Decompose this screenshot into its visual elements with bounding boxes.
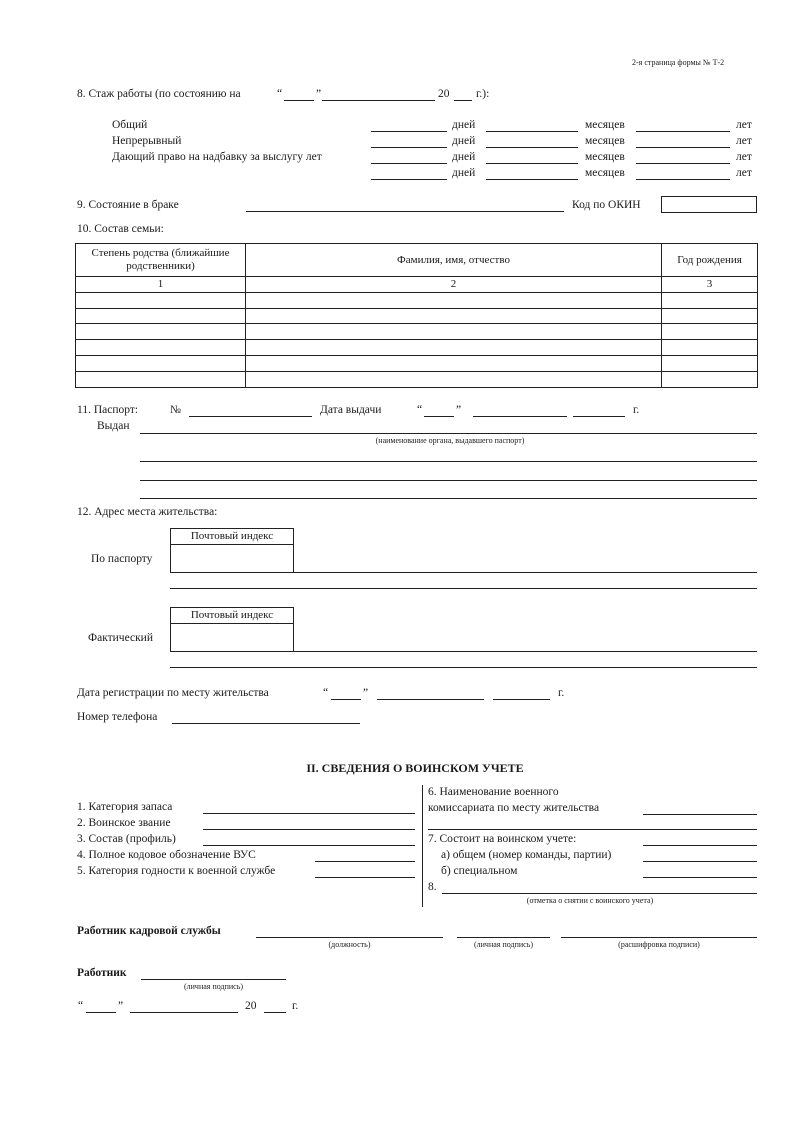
days-field[interactable] [371,163,447,164]
marital-status-label: 9. Состояние в браке [77,199,179,211]
year-suffix: г. [292,1000,299,1012]
year-field[interactable] [454,100,472,101]
issued-by-caption: (наименование органа, выдавшего паспорт) [375,436,525,445]
months-field[interactable] [486,179,578,180]
okin-code-label: Код по ОКИН [572,199,641,211]
family-table [75,243,758,388]
fullname-cell[interactable] [246,371,662,387]
commissariat-line[interactable] [428,829,757,830]
issued-by-line[interactable] [140,461,757,462]
years-unit: лет [736,119,752,131]
table-row [76,292,758,308]
worker-signature-field[interactable] [141,979,286,980]
days-unit: дней [452,135,476,147]
table-row [76,371,758,387]
registration-month-field[interactable] [377,699,484,700]
table-row [76,355,758,371]
fitness-category-field[interactable] [315,877,415,878]
column-number: 1 [76,277,246,293]
vus-code-field[interactable] [315,861,415,862]
hr-signature-caption: (личная подпись) [473,940,534,949]
birth-year-cell[interactable] [662,308,758,324]
hr-position-caption: (должность) [328,940,371,949]
days-unit: дней [452,119,476,131]
quote-close: ” [456,404,462,416]
special-registration-field[interactable] [643,877,757,878]
passport-address-line[interactable] [170,588,757,589]
months-unit: месяцев [585,151,625,163]
column-divider [422,785,423,907]
experience-row-label: Общий [112,119,148,131]
sign-month-field[interactable] [130,1012,238,1013]
birth-year-cell[interactable] [662,324,758,340]
years-field[interactable] [636,179,730,180]
month-field[interactable] [322,100,435,101]
sign-year-field[interactable] [264,1012,286,1013]
birth-year-cell[interactable] [662,355,758,371]
reserve-category-field[interactable] [203,813,415,814]
hr-position-field[interactable] [256,937,443,938]
general-registration-field[interactable] [643,861,757,862]
days-field[interactable] [371,147,447,148]
issue-date-label: Дата выдачи [320,404,382,416]
reserve-category-label: 1. Категория запаса [77,801,173,813]
fullname-header: Фамилия, имя, отчество [246,244,662,277]
day-field[interactable] [284,100,314,101]
table-row [76,340,758,356]
issued-by-line[interactable] [140,498,757,499]
issued-by-field[interactable] [140,433,757,434]
months-unit: месяцев [585,119,625,131]
birth-year-cell[interactable] [662,292,758,308]
military-rank-field[interactable] [203,829,415,830]
relation-cell[interactable] [76,371,246,387]
issue-day-field[interactable] [424,416,454,417]
relation-header: Степень родства (ближайшие родственники) [76,244,246,277]
fullname-cell[interactable] [246,324,662,340]
registration-day-field[interactable] [331,699,361,700]
composition-field[interactable] [203,845,415,846]
years-unit: лет [736,151,752,163]
column-number: 2 [246,277,662,293]
issue-year-field[interactable] [573,416,625,417]
address-label: 12. Адрес места жительства: [77,506,218,518]
issued-by-line[interactable] [140,480,757,481]
issue-month-field[interactable] [473,416,567,417]
registered-field[interactable] [643,845,757,846]
quote-close: ” [118,1000,124,1012]
relation-cell[interactable] [76,340,246,356]
vus-code-label: 4. Полное кодовое обозначение ВУС [77,849,256,861]
family-label: 10. Состав семьи: [77,223,164,235]
postal-code-box-passport[interactable] [170,528,294,573]
year-prefix: 20 [245,1000,257,1012]
worker-signature-caption: (личная подпись) [183,982,244,991]
passport-number-sign: № [170,404,181,416]
days-field[interactable] [371,179,447,180]
year-suffix: г.): [476,88,490,100]
commissariat-field[interactable] [643,814,757,815]
form-page-note: 2-я страница формы № Т-2 [632,58,725,67]
postal-code-label: Почтовый индекс [171,608,293,624]
year-prefix: 20 [438,88,450,100]
days-unit: дней [452,167,476,179]
passport-address-field[interactable] [170,572,757,573]
quote-open: “ [417,404,423,416]
experience-row-label: Дающий право на надбавку за выслугу лет [112,151,322,163]
experience-row-label: Непрерывный [112,135,182,147]
sign-day-field[interactable] [86,1012,116,1013]
worker-label: Работник [77,967,127,979]
military-rank-label: 2. Воинское звание [77,817,171,829]
commissariat-label-line1: 6. Наименование военного [428,786,559,798]
relation-cell[interactable] [76,324,246,340]
okin-code-box[interactable] [661,196,757,213]
months-field[interactable] [486,163,578,164]
quote-open: “ [323,687,329,699]
days-unit: дней [452,151,476,163]
hr-signature-decode-field[interactable] [561,937,757,938]
passport-label: 11. Паспорт: [77,404,139,416]
phone-label: Номер телефона [77,711,158,723]
column-number: 3 [662,277,758,293]
quote-close: ” [316,88,322,100]
years-field[interactable] [636,163,730,164]
issued-by-label: Выдан [97,420,130,432]
general-registration-label: а) общем (номер команды, партии) [441,849,612,861]
year-suffix: г. [558,687,565,699]
registration-date-label: Дата регистрации по месту жительства [77,687,269,699]
deregistration-caption: (отметка о снятии с воинского учета) [526,896,654,905]
commissariat-label-line2: комиссариата по месту жительства [428,802,600,814]
table-row [76,324,758,340]
years-field[interactable] [636,131,730,132]
quote-close: ” [363,687,369,699]
fullname-cell[interactable] [246,292,662,308]
relation-cell[interactable] [76,355,246,371]
months-unit: месяцев [585,167,625,179]
months-field[interactable] [486,131,578,132]
birth-year-cell[interactable] [662,340,758,356]
phone-field[interactable] [172,723,360,724]
birth-year-cell[interactable] [662,371,758,387]
deregistration-field[interactable] [442,893,757,894]
hr-signature-decode-caption: (расшифровка подписи) [618,940,700,949]
fullname-cell[interactable] [246,308,662,324]
by-passport-label: По паспорту [91,553,153,565]
fullname-cell[interactable] [246,355,662,371]
months-unit: месяцев [585,135,625,147]
registration-year-field[interactable] [493,699,550,700]
year-suffix: г. [633,404,640,416]
actual-address-field[interactable] [170,651,757,652]
fullname-cell[interactable] [246,340,662,356]
table-row [76,308,758,324]
relation-cell[interactable] [76,292,246,308]
registered-label: 7. Состоит на воинском учете: [428,833,577,845]
hr-signature-field[interactable] [457,937,550,938]
deregistration-label: 8. [428,881,437,893]
passport-number-field[interactable] [189,416,312,417]
relation-cell[interactable] [76,308,246,324]
actual-address-line[interactable] [170,667,757,668]
special-registration-label: б) специальном [441,865,518,877]
composition-label: 3. Состав (профиль) [77,833,176,845]
months-field[interactable] [486,147,578,148]
postal-code-box-actual[interactable] [170,607,294,652]
military-section-title: II. СВЕДЕНИЯ О ВОИНСКОМ УЧЕТЕ [306,761,524,775]
actual-address-label: Фактический [88,632,153,644]
quote-open: “ [277,88,283,100]
postal-code-label: Почтовый индекс [171,529,293,545]
years-field[interactable] [636,147,730,148]
quote-open: “ [78,1000,84,1012]
birth-year-header: Год рождения [662,244,758,277]
experience-title: 8. Стаж работы (по состоянию на [77,88,241,100]
days-field[interactable] [371,131,447,132]
fitness-category-label: 5. Категория годности к военной службе [77,865,276,877]
years-unit: лет [736,135,752,147]
marital-status-field[interactable] [246,211,564,212]
hr-worker-label: Работник кадровой службы [77,925,221,937]
years-unit: лет [736,167,752,179]
